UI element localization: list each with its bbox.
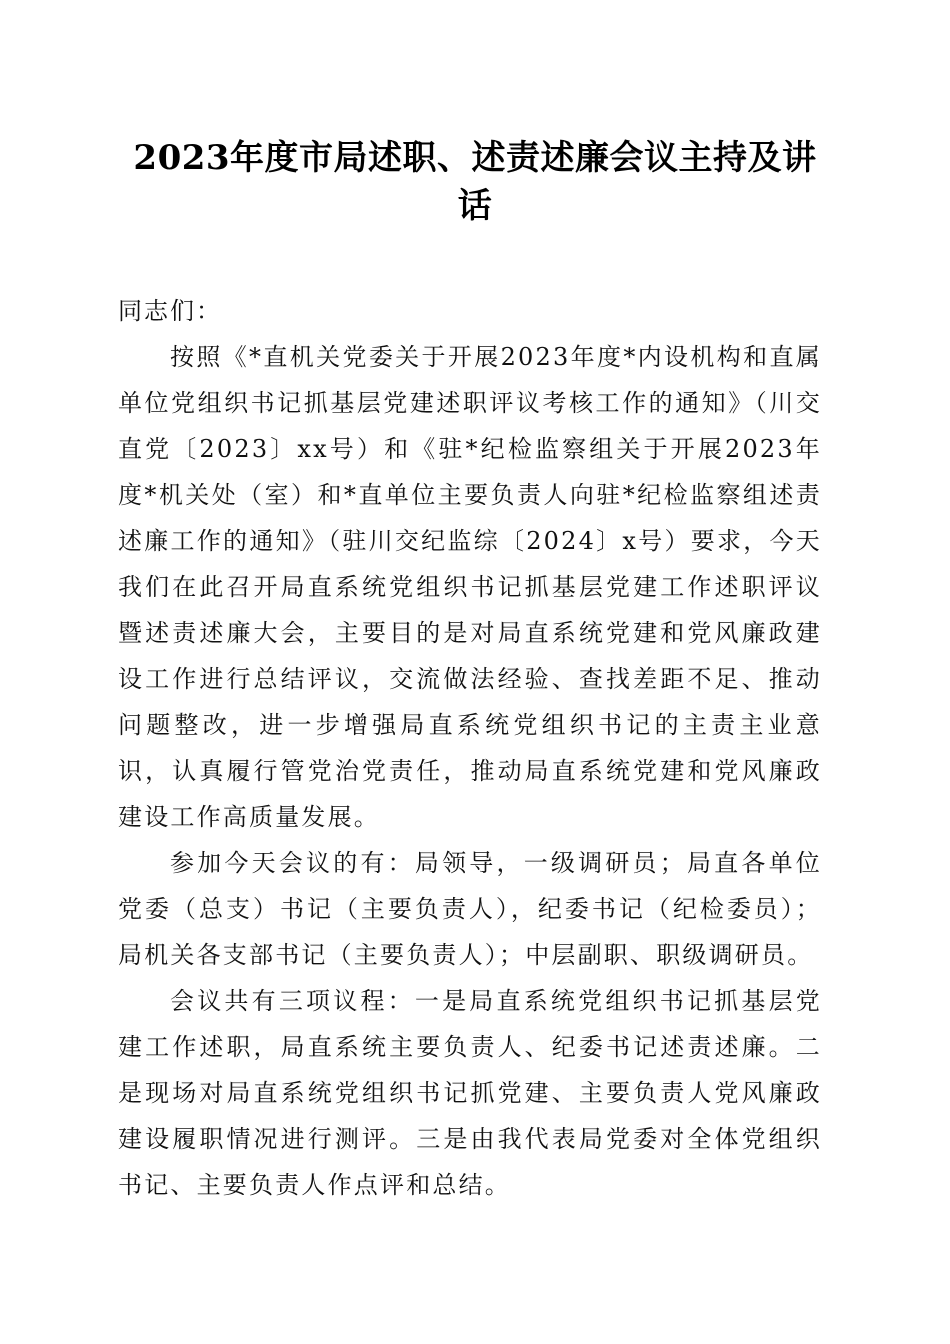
document-title (118, 134, 822, 230)
title-line-2: 话 (457, 186, 493, 226)
salutation: 同志们： (118, 297, 222, 325)
title-line-1: 2023年度市局述职、述责述廉会议主持及讲 (133, 138, 817, 178)
paragraph-agenda: 会议共有三项议程：一是局直系统党组织书记抓基层党建工作述职，局直系统主要负责人、纪委书记述责述廉。二是现场对局直系统党组织书记抓党建、主要负责人党风廉政建设履职情况进行测评。三是由我代表局党委对全体党组织书记、主要负责人作点评和总结。 (118, 987, 822, 1199)
paragraph-purpose: 按照《*直机关党委关于开展2023年度*内设机构和直属单位党组织书记抓基层党建述职评议考核工作的通知》（川交直党〔2023〕xx号）和《驻*纪检监察组关于开展2023年度*机关处（室）和*直单位主要负责人向驻*纪检监察组述责述廉工作的通知》（驻川交纪监综〔2024〕x号）要求，今天我们在此召开局直系统党组织书记抓基层党建工作述职评议暨述责述廉大会，主要目的是对局直系统党建和党风廉政建设工作进行总结评议，交流做法经验、查找差距不足、推动问题整改，进一步增强局直系统党组织书记的主责主业意识，认真履行管党治党责任，推动局直系统党建和党风廉政建设工作高质量发展。 (118, 343, 822, 831)
paragraph-attendees: 参加今天会议的有：局领导，一级调研员；局直各单位党委（总支）书记（主要负责人），纪委书记（纪检委员）；局机关各支部书记（主要负责人）；中层副职、职级调研员。 (118, 849, 822, 969)
